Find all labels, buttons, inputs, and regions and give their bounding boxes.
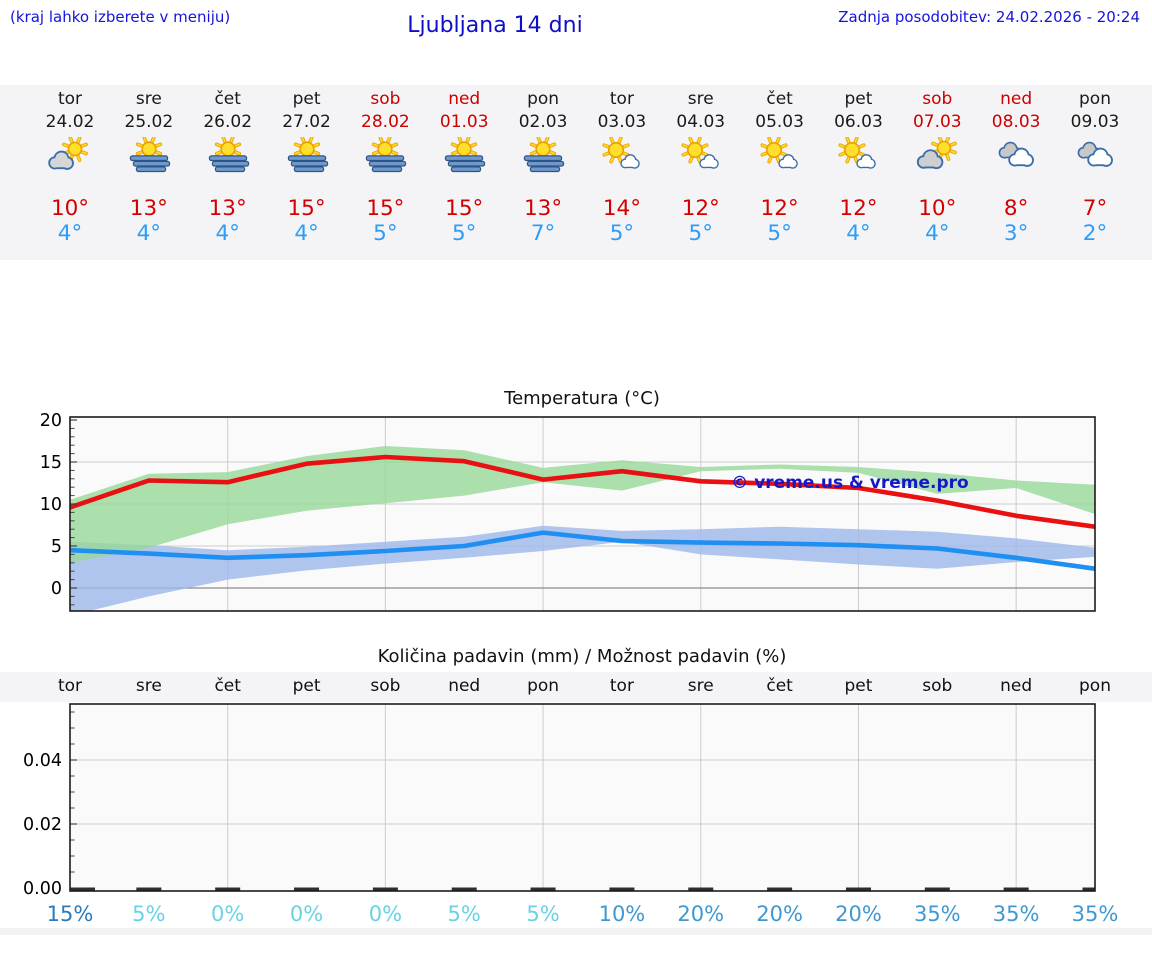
forecast-day-column xyxy=(109,85,188,246)
precip-probability-row xyxy=(0,902,1152,930)
forecast-day-column xyxy=(425,85,504,246)
low-temp: 4° xyxy=(846,221,871,246)
precip-probability: 35% xyxy=(913,902,961,926)
high-temp: 13° xyxy=(208,196,247,221)
day-date: 25.02 xyxy=(124,112,174,132)
watermark: © vreme.us & vreme.pro xyxy=(731,473,969,493)
sun-small-cloud-icon xyxy=(756,137,804,175)
forecast-day-column xyxy=(1056,85,1135,246)
low-temp: 5° xyxy=(609,221,635,246)
forecast-day-column xyxy=(661,85,740,246)
precip-day-labels xyxy=(0,676,1152,700)
day-name: pon xyxy=(527,89,560,109)
forecast-day-column xyxy=(504,85,583,246)
high-temp: 12° xyxy=(760,196,799,221)
precip-probability: 15% xyxy=(46,902,94,926)
high-temp: 7° xyxy=(1082,196,1108,221)
forecast-strip xyxy=(0,85,1152,260)
menu-hint: (kraj lahko izberete v meniju) xyxy=(10,8,231,26)
low-temp: 5° xyxy=(452,221,477,246)
day-date: 02.03 xyxy=(518,112,568,132)
precipitation-chart-title: Količina padavin (mm) / Možnost padavin (%) xyxy=(377,646,787,667)
high-temp: 15° xyxy=(366,196,405,221)
precip-probability: 5% xyxy=(132,902,166,926)
precip-day-label: pon xyxy=(527,676,560,696)
svg-text:15: 15 xyxy=(39,453,62,473)
day-date: 27.02 xyxy=(282,112,331,132)
day-name: čet xyxy=(766,89,793,109)
partly-cloudy-icon xyxy=(46,137,94,175)
forecast-day-column xyxy=(346,85,425,246)
precip-day-label: čet xyxy=(766,676,793,696)
low-temp: 3° xyxy=(1003,221,1029,246)
precip-day-label: tor xyxy=(57,676,83,696)
svg-text:20: 20 xyxy=(39,411,62,431)
forecast-day-column xyxy=(31,85,110,246)
day-date: 28.02 xyxy=(361,112,410,132)
high-temp: 10° xyxy=(50,196,90,221)
low-temp: 4° xyxy=(294,221,319,246)
sunny-fog-icon xyxy=(519,137,567,175)
precip-probability: 10% xyxy=(598,902,646,926)
forecast-day-column xyxy=(267,85,346,246)
precip-day-label: sre xyxy=(135,676,162,696)
precip-day-label: sob xyxy=(922,676,953,696)
day-name: sre xyxy=(687,89,714,109)
forecast-day-column xyxy=(740,85,819,246)
day-date: 08.03 xyxy=(991,112,1041,132)
precip-day-label: tor xyxy=(609,676,634,696)
low-temp: 5° xyxy=(373,221,398,246)
svg-text:0: 0 xyxy=(50,579,62,599)
precip-day-label: sob xyxy=(370,676,401,696)
precip-probability: 5% xyxy=(447,902,481,926)
precip-day-label: čet xyxy=(214,676,241,696)
sun-small-cloud-icon xyxy=(677,137,725,175)
footer-divider xyxy=(0,928,1152,935)
day-date: 07.03 xyxy=(912,112,962,132)
low-temp: 4° xyxy=(925,221,950,246)
high-temp: 10° xyxy=(918,196,957,221)
precip-probability: 35% xyxy=(992,902,1040,926)
day-name: sre xyxy=(135,89,162,109)
low-temp: 4° xyxy=(136,221,162,246)
day-date: 05.03 xyxy=(755,112,804,132)
low-temp: 7° xyxy=(530,221,556,246)
day-name: pet xyxy=(292,89,321,109)
high-temp: 13° xyxy=(129,196,168,221)
cloudy-icon xyxy=(1071,137,1119,175)
day-name: pet xyxy=(844,89,873,109)
day-name: sob xyxy=(370,89,401,109)
precip-day-label: sre xyxy=(687,676,714,696)
day-date: 03.03 xyxy=(597,112,647,132)
day-date: 01.03 xyxy=(439,112,489,132)
forecast-day-column xyxy=(582,85,661,246)
high-temp: 15° xyxy=(445,196,484,221)
precip-probability: 20% xyxy=(756,902,803,926)
day-name: čet xyxy=(214,89,241,109)
page-title: Ljubljana 14 dni xyxy=(407,13,583,38)
low-temp: 5° xyxy=(688,221,713,246)
precip-probability: 20% xyxy=(677,902,725,926)
high-temp: 12° xyxy=(839,196,878,221)
temperature-chart-title: Temperatura (°C) xyxy=(504,388,660,409)
cloudy-icon xyxy=(992,137,1040,175)
day-name: sob xyxy=(922,89,953,109)
svg-text:5: 5 xyxy=(50,537,62,557)
day-date: 06.03 xyxy=(834,112,883,132)
sunny-fog-icon xyxy=(440,137,488,175)
sun-small-cloud-icon xyxy=(598,137,646,175)
sun-behind-cloud-icon xyxy=(913,137,961,175)
precip-probability: 5% xyxy=(526,902,560,926)
precip-probability: 35% xyxy=(1071,902,1119,926)
high-temp: 15° xyxy=(287,196,326,221)
sunny-fog-icon xyxy=(283,137,331,175)
svg-text:0.02: 0.02 xyxy=(23,815,62,835)
svg-text:0.04: 0.04 xyxy=(23,751,62,771)
day-name: tor xyxy=(609,89,634,109)
day-name: tor xyxy=(57,89,83,109)
forecast-day-column xyxy=(188,85,267,246)
precip-day-label: ned xyxy=(448,676,481,696)
high-temp: 8° xyxy=(1003,196,1029,221)
high-temp: 13° xyxy=(524,196,563,221)
sunny-fog-icon xyxy=(204,137,252,175)
day-name: pon xyxy=(1079,89,1111,109)
last-update: Zadnja posodobitev: 24.02.2026 - 20:24 xyxy=(838,8,1140,26)
day-name: ned xyxy=(448,89,481,109)
low-temp: 5° xyxy=(767,221,792,246)
precip-probability: 20% xyxy=(835,902,882,926)
day-date: 26.02 xyxy=(203,112,253,132)
svg-text:10: 10 xyxy=(39,495,62,515)
forecast-day-column xyxy=(898,85,977,246)
precip-probability: 0% xyxy=(211,902,245,926)
sunny-fog-icon xyxy=(125,137,173,175)
day-date: 04.03 xyxy=(676,112,726,132)
precipitation-chart xyxy=(0,698,1152,908)
sunny-fog-icon xyxy=(361,137,409,175)
high-temp: 14° xyxy=(602,196,641,221)
svg-text:0.00: 0.00 xyxy=(23,879,62,899)
low-temp: 4° xyxy=(215,221,240,246)
low-temp: 2° xyxy=(1082,221,1108,246)
precip-day-label: pet xyxy=(292,676,321,696)
day-date: 09.03 xyxy=(1070,112,1120,132)
temperature-chart xyxy=(0,385,1152,630)
precip-day-label: ned xyxy=(1000,676,1033,696)
sun-small-cloud-icon xyxy=(834,137,882,175)
high-temp: 12° xyxy=(681,196,720,221)
precip-day-label: pon xyxy=(1079,676,1111,696)
forecast-day-column xyxy=(819,85,898,246)
day-name: ned xyxy=(1000,89,1033,109)
forecast-day-column xyxy=(977,85,1056,246)
day-date: 24.02 xyxy=(45,112,95,132)
low-temp: 4° xyxy=(57,221,83,246)
precip-probability: 0% xyxy=(368,902,403,926)
precip-day-label: pet xyxy=(844,676,873,696)
precip-probability: 0% xyxy=(289,902,324,926)
